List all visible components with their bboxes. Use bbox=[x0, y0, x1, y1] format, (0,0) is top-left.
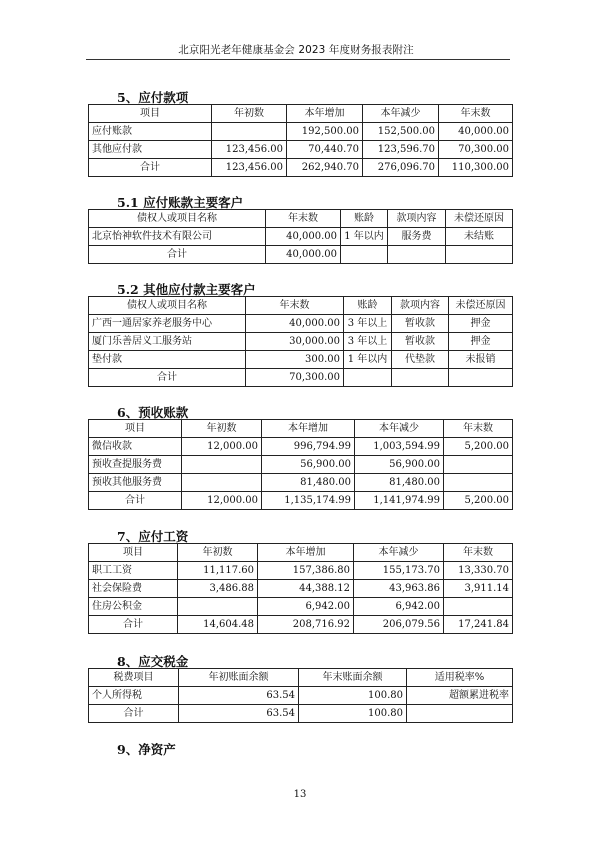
cell: 合计 bbox=[89, 705, 179, 723]
table-row bbox=[89, 456, 513, 474]
cell: 123,456.00 bbox=[212, 141, 287, 159]
col-header: 年末数 bbox=[266, 210, 341, 228]
cell: 123,456.00 bbox=[212, 159, 287, 177]
cell: 206,079.56 bbox=[354, 616, 444, 634]
col-header: 本年减少 bbox=[363, 105, 439, 123]
cell: 30,000.00 bbox=[246, 333, 344, 351]
cell: 预收查提服务费 bbox=[89, 456, 182, 474]
table-total-row bbox=[89, 369, 513, 387]
section-8-title: 8、应交税金 bbox=[117, 654, 189, 669]
table-row bbox=[89, 141, 513, 159]
table-header-row bbox=[89, 420, 513, 438]
section-7-title: 7、应付工资 bbox=[117, 529, 189, 544]
cell: 暂收款 bbox=[392, 333, 449, 351]
cell: 押金 bbox=[449, 333, 513, 351]
cell bbox=[212, 123, 287, 141]
table-row bbox=[89, 351, 513, 369]
page-header: 北京阳光老年健康基金会 2023 年度财务报表附注 bbox=[178, 44, 414, 56]
cell: 70,300.00 bbox=[439, 141, 513, 159]
cell bbox=[344, 369, 392, 387]
cell bbox=[444, 598, 513, 616]
cell: 11,117.60 bbox=[178, 562, 258, 580]
cell: 70,440.70 bbox=[287, 141, 363, 159]
cell bbox=[392, 369, 449, 387]
cell: 合计 bbox=[89, 492, 182, 510]
cell: 合计 bbox=[89, 369, 246, 387]
cell: 1,141,974.99 bbox=[355, 492, 444, 510]
table-total-row bbox=[89, 705, 513, 723]
cell: 40,000.00 bbox=[266, 228, 341, 246]
page-number: 13 bbox=[293, 789, 307, 800]
cell: 住房公积金 bbox=[89, 598, 178, 616]
cell: 192,500.00 bbox=[287, 123, 363, 141]
cell: 17,241.84 bbox=[444, 616, 513, 634]
cell: 262,940.70 bbox=[287, 159, 363, 177]
cell: 北京怡神软件技术有限公司 bbox=[89, 228, 266, 246]
section-5-2-title: 5.2 其他应付款主要客户 bbox=[117, 282, 256, 297]
cell: 12,000.00 bbox=[182, 492, 262, 510]
cell bbox=[341, 246, 388, 264]
table-total-row bbox=[89, 492, 513, 510]
cell: 157,386.80 bbox=[258, 562, 354, 580]
table-header-row bbox=[89, 105, 513, 123]
table-total-row bbox=[89, 159, 513, 177]
col-header: 本年增加 bbox=[287, 105, 363, 123]
cell: 63.54 bbox=[179, 687, 299, 705]
col-header: 项目 bbox=[89, 105, 212, 123]
cell bbox=[182, 456, 262, 474]
col-header: 本年增加 bbox=[262, 420, 355, 438]
table-payable-clients bbox=[88, 209, 513, 264]
cell: 5,200.00 bbox=[444, 492, 513, 510]
col-header: 项目 bbox=[89, 420, 182, 438]
cell: 56,900.00 bbox=[355, 456, 444, 474]
table-advance-receipts bbox=[88, 419, 513, 510]
cell: 合计 bbox=[89, 246, 266, 264]
cell: 56,900.00 bbox=[262, 456, 355, 474]
cell: 未报销 bbox=[449, 351, 513, 369]
cell: 合计 bbox=[89, 616, 178, 634]
cell: 110,300.00 bbox=[439, 159, 513, 177]
col-header: 项目 bbox=[89, 544, 178, 562]
col-header: 未偿还原因 bbox=[446, 210, 513, 228]
col-header: 年初数 bbox=[178, 544, 258, 562]
cell: 预收其他服务费 bbox=[89, 474, 182, 492]
table-header-row bbox=[89, 210, 513, 228]
cell: 81,480.00 bbox=[355, 474, 444, 492]
cell: 6,942.00 bbox=[354, 598, 444, 616]
cell: 81,480.00 bbox=[262, 474, 355, 492]
table-row bbox=[89, 333, 513, 351]
cell: 社会保险费 bbox=[89, 580, 178, 598]
col-header: 年末数 bbox=[439, 105, 513, 123]
cell: 43,963.86 bbox=[354, 580, 444, 598]
cell: 13,330.70 bbox=[444, 562, 513, 580]
cell bbox=[407, 705, 513, 723]
cell bbox=[444, 474, 513, 492]
col-header: 债权人或项目名称 bbox=[89, 210, 266, 228]
cell: 40,000.00 bbox=[246, 315, 344, 333]
section-5-title: 5、应付款项 bbox=[117, 90, 189, 105]
cell: 超额累进税率 bbox=[407, 687, 513, 705]
cell bbox=[388, 246, 446, 264]
cell: 123,596.70 bbox=[363, 141, 439, 159]
col-header: 款项内容 bbox=[388, 210, 446, 228]
col-header: 账龄 bbox=[341, 210, 388, 228]
col-header: 年初数 bbox=[212, 105, 287, 123]
cell: 未结账 bbox=[446, 228, 513, 246]
col-header: 适用税率% bbox=[407, 669, 513, 687]
cell bbox=[446, 246, 513, 264]
cell: 个人所得税 bbox=[89, 687, 179, 705]
cell: 代垫款 bbox=[392, 351, 449, 369]
cell: 微信收款 bbox=[89, 438, 182, 456]
col-header: 年末账面余额 bbox=[299, 669, 407, 687]
table-payables bbox=[88, 104, 513, 177]
table-row bbox=[89, 228, 513, 246]
table-row bbox=[89, 598, 513, 616]
cell: 152,500.00 bbox=[363, 123, 439, 141]
col-header: 年末数 bbox=[444, 420, 513, 438]
cell: 155,173.70 bbox=[354, 562, 444, 580]
table-total-row bbox=[89, 246, 513, 264]
cell: 广西一通居家养老服务中心 bbox=[89, 315, 246, 333]
section-9-title: 9、净资产 bbox=[117, 742, 176, 757]
cell: 1 年以内 bbox=[341, 228, 388, 246]
cell bbox=[178, 598, 258, 616]
cell: 12,000.00 bbox=[182, 438, 262, 456]
table-other-payable-clients bbox=[88, 296, 513, 387]
col-header: 税费项目 bbox=[89, 669, 179, 687]
section-6-title: 6、预收账款 bbox=[117, 405, 189, 420]
table-row bbox=[89, 474, 513, 492]
cell: 1,135,174.99 bbox=[262, 492, 355, 510]
col-header: 本年增加 bbox=[258, 544, 354, 562]
cell: 14,604.48 bbox=[178, 616, 258, 634]
cell: 40,000.00 bbox=[439, 123, 513, 141]
col-header: 年初账面余额 bbox=[179, 669, 299, 687]
cell: 208,716.92 bbox=[258, 616, 354, 634]
cell bbox=[449, 369, 513, 387]
col-header: 未偿还原因 bbox=[449, 297, 513, 315]
cell: 3 年以上 bbox=[344, 333, 392, 351]
col-header: 本年减少 bbox=[355, 420, 444, 438]
cell: 其他应付款 bbox=[89, 141, 212, 159]
cell: 垫付款 bbox=[89, 351, 246, 369]
table-header-row bbox=[89, 669, 513, 687]
table-total-row bbox=[89, 616, 513, 634]
table-row bbox=[89, 123, 513, 141]
cell: 63.54 bbox=[179, 705, 299, 723]
header-rule bbox=[86, 59, 510, 60]
col-header: 本年减少 bbox=[354, 544, 444, 562]
cell: 6,942.00 bbox=[258, 598, 354, 616]
cell: 3,911.14 bbox=[444, 580, 513, 598]
col-header: 年末数 bbox=[246, 297, 344, 315]
cell bbox=[444, 456, 513, 474]
section-5-1-title: 5.1 应付账款主要客户 bbox=[117, 195, 244, 210]
cell: 押金 bbox=[449, 315, 513, 333]
cell: 3,486.88 bbox=[178, 580, 258, 598]
cell: 应付账款 bbox=[89, 123, 212, 141]
table-row bbox=[89, 580, 513, 598]
cell: 70,300.00 bbox=[246, 369, 344, 387]
cell: 44,388.12 bbox=[258, 580, 354, 598]
cell: 300.00 bbox=[246, 351, 344, 369]
table-wages-payable bbox=[88, 543, 513, 634]
cell bbox=[182, 474, 262, 492]
col-header: 年初数 bbox=[182, 420, 262, 438]
table-taxes-payable bbox=[88, 668, 513, 723]
table-row bbox=[89, 562, 513, 580]
col-header: 账龄 bbox=[344, 297, 392, 315]
cell: 3 年以上 bbox=[344, 315, 392, 333]
cell: 5,200.00 bbox=[444, 438, 513, 456]
cell: 40,000.00 bbox=[266, 246, 341, 264]
col-header: 款项内容 bbox=[392, 297, 449, 315]
col-header: 债权人或项目名称 bbox=[89, 297, 246, 315]
cell: 厦门乐善居义工服务站 bbox=[89, 333, 246, 351]
cell: 100.80 bbox=[299, 687, 407, 705]
cell: 合计 bbox=[89, 159, 212, 177]
cell: 1 年以内 bbox=[344, 351, 392, 369]
cell: 职工工资 bbox=[89, 562, 178, 580]
col-header: 年末数 bbox=[444, 544, 513, 562]
table-row bbox=[89, 438, 513, 456]
cell: 100.80 bbox=[299, 705, 407, 723]
cell: 服务费 bbox=[388, 228, 446, 246]
cell: 暂收款 bbox=[392, 315, 449, 333]
cell: 996,794.99 bbox=[262, 438, 355, 456]
cell: 1,003,594.99 bbox=[355, 438, 444, 456]
table-header-row bbox=[89, 544, 513, 562]
cell: 276,096.70 bbox=[363, 159, 439, 177]
table-row bbox=[89, 687, 513, 705]
table-header-row bbox=[89, 297, 513, 315]
table-row bbox=[89, 315, 513, 333]
